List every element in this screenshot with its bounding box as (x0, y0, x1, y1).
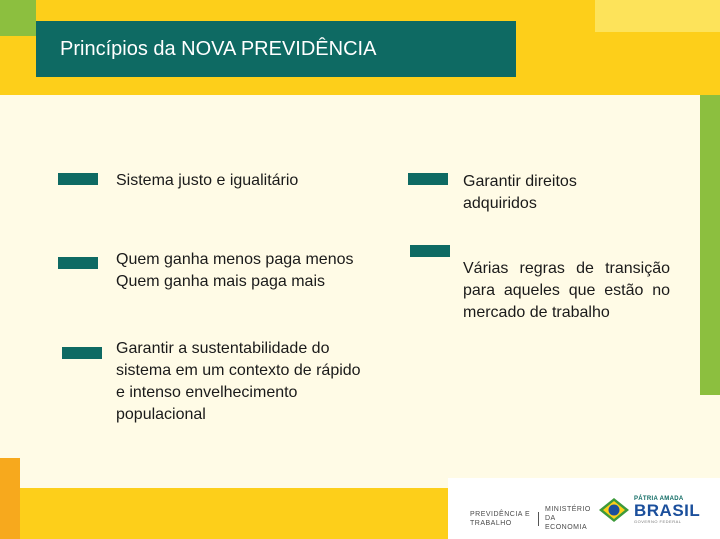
bullet-marker (410, 245, 450, 257)
bullet-marker (58, 173, 98, 185)
brand-tagline: PÁTRIA AMADA (634, 496, 684, 502)
principle-item-2: Quem ganha menos paga menos Quem ganha mais paga mais (116, 251, 354, 290)
bullet-marker (408, 173, 448, 185)
header-accent-light (595, 0, 720, 32)
brasil-emblem-icon (598, 497, 630, 523)
bullet-marker (58, 257, 98, 269)
slide-title: Princípios da NOVA PREVIDÊNCIA (36, 21, 516, 77)
ministry-logo (470, 505, 597, 532)
principle-item-5: Várias regras de transição para aqueles que estão no mercado de trabalho (463, 260, 670, 321)
header-accent-green (0, 0, 36, 36)
brand-motto: GOVERNO FEDERAL (634, 519, 682, 524)
brasil-logo (598, 496, 700, 524)
principle-item-1: Sistema justo e igualitário (116, 172, 299, 189)
principle-item-4: Garantir direitos adquiridos (463, 173, 577, 212)
bullet-marker (62, 347, 102, 359)
ministry-logo-middle: MINISTÉRIO DA ECONOMIA (545, 506, 591, 531)
principle-item-3: Garantir a sustentabilidade do sistema em um contexto de rápido e intenso envelhecimento populacional (116, 340, 361, 423)
brand-name: BRASIL (634, 501, 701, 520)
ministry-logo-left: PREVIDÊNCIA E TRABALHO (470, 510, 531, 527)
logo-separator (538, 512, 539, 526)
footer-accent-orange (0, 458, 20, 539)
side-accent-stripe (700, 95, 720, 395)
